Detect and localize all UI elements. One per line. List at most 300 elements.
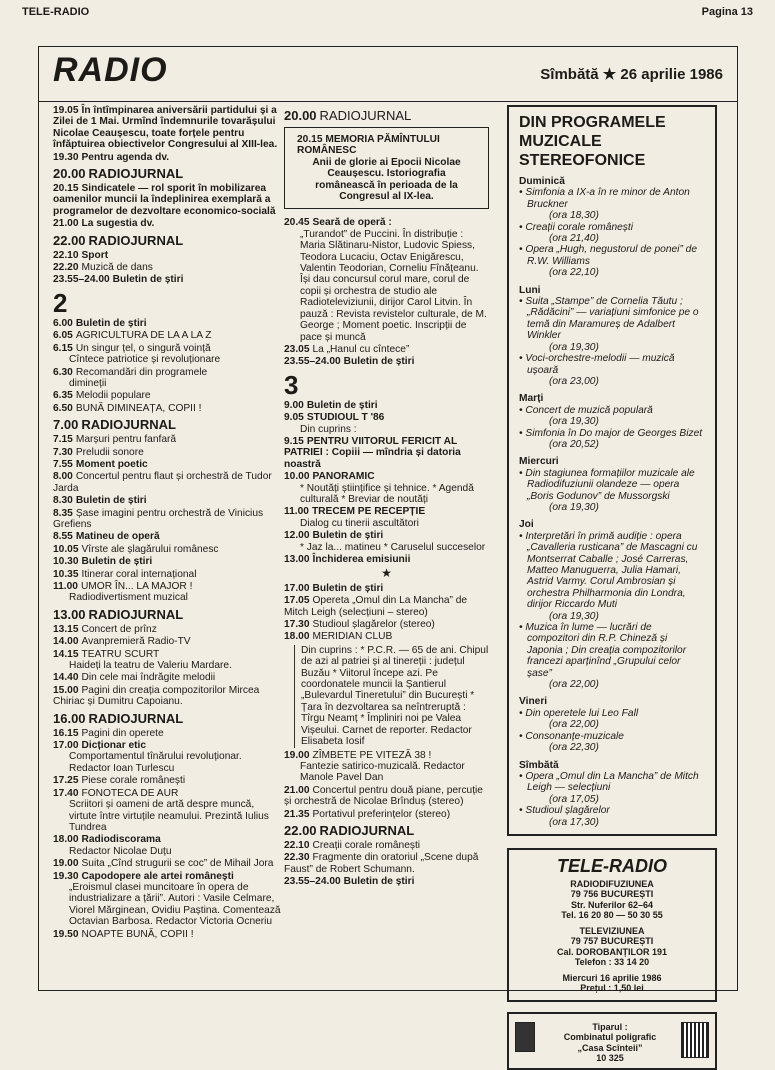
schedule-entry (53, 740, 281, 774)
stereo-programs-box (507, 105, 717, 836)
schedule-entry (53, 728, 281, 739)
schedule-block (284, 750, 489, 888)
entry-title: Concert de prînz (81, 623, 157, 635)
schedule-entry (53, 649, 281, 672)
schedule-entry (53, 367, 281, 390)
entry-title: PANORAMIC (312, 471, 375, 483)
imprint-line: TELEVIZIUNEA (579, 925, 645, 936)
entry-title: Sindicatele — rol sporit în mobilizarea oamenilor muncii la îndeplinirea exemplară a programelor de dezvoltare economico-socială (53, 183, 276, 217)
masthead (39, 47, 737, 102)
entry-time: 9.05 (284, 412, 304, 424)
entry-time: 6.50 (53, 402, 73, 414)
entry-title: Capodopere ale artei românești (81, 870, 234, 882)
schedule-entry (53, 262, 281, 273)
entry-title: La sugestia dv. (81, 218, 155, 230)
entry-title: Concertul pentru flaut și orchestră de Tudor Jarda (53, 471, 272, 494)
section-label: TELE-RADIO (22, 6, 90, 18)
entry-time: 23.55–24.00 (284, 876, 341, 888)
entry-time: 19.00 (284, 749, 310, 761)
stereo-item-time: (ora 18,30) (549, 210, 599, 222)
entry-title: Studioul șlagărelor (stereo) (312, 619, 435, 631)
schedule-block (284, 583, 489, 643)
column-1 (53, 105, 281, 941)
schedule-entry (53, 775, 281, 786)
schedule-entry (284, 506, 489, 529)
entry-title: RADIOJURNAL (88, 710, 184, 726)
stereo-item (519, 428, 705, 451)
page-title: RADIO (53, 51, 168, 89)
entry-title: Buletin de știri (312, 582, 384, 594)
entry-title: Melodii populare (75, 390, 151, 402)
entry-title: Închiderea emisiunii (312, 554, 411, 565)
schedule-entry (284, 876, 489, 887)
entry-title: UMOR ÎN... LA MAJOR ! (80, 581, 193, 592)
schedule-entry (53, 459, 281, 470)
entry-detail: * Noutăți științifice și tehnice. * Agendă culturală * Breviar de noutăți (300, 482, 474, 505)
entry-title: Buletin de știri (81, 556, 153, 568)
entry-detail: Comportamentul tînărului revoluționar. Redactor Ioan Turlescu (69, 751, 242, 774)
imprint-line: 79 756 BUCUREȘTI (570, 889, 654, 900)
schedule-entry (53, 685, 281, 708)
entry-time: 17.05 (284, 595, 310, 607)
page-number: Pagina 13 (701, 6, 753, 18)
entry-time: 19.30 (53, 151, 79, 163)
imprint-line: 10 325 (596, 1053, 624, 1064)
imprint-radio (517, 879, 707, 921)
schedule-entry (53, 250, 281, 261)
entry-title: ZÎMBETE PE VITEZĂ 38 ! (312, 749, 432, 761)
stereo-item-time: (ora 23,00) (549, 375, 599, 387)
entry-title: Recomandări din programele (75, 366, 208, 378)
stereo-item (519, 353, 705, 387)
entry-time: 14.15 (53, 648, 79, 660)
imprint-line: Cal. DOROBANȚILOR 191 (556, 946, 668, 957)
printer-logo-icon (515, 1022, 535, 1052)
entry-title: Buletin de știri (343, 356, 415, 368)
schedule-entry (284, 785, 489, 808)
imprint-box (507, 848, 717, 1002)
imprint-line: Tel. 16 20 80 — 50 30 55 (561, 910, 663, 921)
schedule-entry (53, 471, 281, 494)
schedule-entry (284, 344, 489, 355)
feature-box: 20.15 MEMORIA PĂMÎNTULUI ROMÂNESC Anii de glorie ai Epocii Nicolae Ceaușescu. Istoriografia românească în perioada de la Congresul al IX-lea. (284, 127, 489, 209)
entry-title: STUDIOUL T '86 (306, 412, 385, 424)
schedule-entry (284, 530, 489, 553)
stereo-day-heading: Duminică (519, 176, 565, 187)
entry-time: 23.55–24.00 (53, 274, 110, 286)
schedule-entry (284, 554, 489, 565)
entry-time: 22.00 (284, 822, 317, 838)
schedule-entry (53, 447, 281, 458)
entry-title: Opereta „Omul din La Mancha” de Mitch Leigh (selecțiuni – stereo) (284, 595, 468, 618)
entry-detail: Haideți la teatru de Valeriu Mardare. (69, 660, 232, 672)
entry-time: 19.30 (53, 870, 79, 882)
schedule-entry (53, 495, 281, 506)
stereo-item (519, 405, 705, 428)
feature-body: Anii de glorie ai Epocii Nicolae Ceaușescu. Istoriografia românească în perioada de la Congresul al IX-lea. (312, 156, 461, 203)
stereo-item-time: (ora 22,00) (549, 679, 599, 691)
imprint-title: TELE-RADIO (557, 855, 667, 876)
stereo-item-time: (ora 17,30) (549, 816, 599, 828)
schedule-entry (284, 840, 489, 851)
stereo-item-text: • Creații corale românești (519, 221, 633, 233)
schedule-entry (53, 330, 281, 341)
schedule-entry (53, 636, 281, 647)
entry-title: Radiodiscorama (81, 834, 161, 846)
page-frame (38, 46, 738, 1064)
entry-time: 20.45 (284, 217, 310, 229)
entry-time: 17.40 (53, 787, 79, 799)
entry-time: 21.35 (284, 808, 310, 820)
stereo-item-time: (ora 21,40) (549, 233, 599, 245)
entry-time: 12.00 (284, 530, 310, 542)
schedule-entry (284, 809, 489, 820)
entry-time: 14.00 (53, 636, 79, 648)
stereo-item-time: (ora 19,30) (549, 501, 599, 513)
page-date: Sîmbătă ★ 26 aprilie 1986 (540, 66, 723, 83)
schedule-entry (284, 356, 489, 367)
entry-title: Buletin de știri (312, 530, 384, 542)
stereo-item-text: • Simfonia în Do major de Georges Bizet (519, 427, 703, 439)
entry-time: 17.00 (53, 740, 79, 752)
schedule-entry (53, 183, 281, 217)
entry-title: Dicționar etic (81, 740, 147, 752)
entry-title: Piese corale românești (81, 775, 186, 787)
stereo-item-time: (ora 22,10) (549, 267, 599, 279)
schedule-block (284, 400, 489, 566)
schedule-block (53, 105, 281, 230)
imprint-line: Tiparul : (592, 1021, 628, 1032)
entry-title: Pagini din creația compozitorilor Mircea Chiriac și Dumitru Capoianu. (53, 684, 260, 708)
entry-detail: Fantezie satirico-muzicală. Redactor Manole Pavel Dan (300, 760, 465, 784)
entry-title: TEATRU SCURT (81, 648, 160, 660)
entry-title: Matineu de operă (75, 531, 160, 543)
running-header (22, 6, 753, 22)
entry-title: Buletin de știri (112, 274, 184, 286)
entry-time: 8.00 (53, 471, 73, 483)
entry-time: 18.00 (284, 631, 310, 643)
stereo-title: DIN PROGRAMELE MUZICALE STEREOFONICE (519, 114, 666, 169)
entry-time: 9.00 (284, 399, 304, 411)
stereo-item-time: (ora 19,30) (549, 610, 599, 622)
entry-time: 23.55–24.00 (284, 356, 341, 368)
stereo-item-text: • Opera „Omul din La Mancha” de Mitch Leigh — selecțiuni (519, 770, 699, 794)
entry-title: Moment poetic (75, 458, 148, 470)
entry-time: 10.00 (284, 471, 310, 483)
stereo-days (519, 176, 705, 828)
schedule-entry (284, 823, 489, 838)
schedule-entry (53, 871, 281, 928)
entry-title: Muzică de dans (81, 262, 153, 274)
schedule-entry (53, 569, 281, 580)
imprint-line: RADIODIFUZIUNEA (570, 878, 654, 889)
entry-time: 7.15 (53, 434, 73, 446)
entry-title: RADIOJURNAL (319, 822, 415, 838)
stereo-item-time: (ora 22,00) (549, 719, 599, 731)
entry-time: 6.00 (53, 317, 73, 329)
stereo-day-heading: Joi (519, 519, 534, 531)
entry-title: RADIOJURNAL (81, 417, 176, 433)
entry-time: 17.30 (284, 619, 310, 631)
entry-title: Buletin de știri (306, 399, 378, 411)
schedule-entry (53, 624, 281, 635)
entry-time: 9.15 (284, 435, 304, 447)
entry-time: 20.15 (53, 183, 79, 195)
entry-title: Creații corale românești (312, 839, 421, 851)
stereo-item-time: (ora 19,30) (549, 341, 599, 353)
entry-title: Seară de operă : (312, 217, 392, 229)
entry-title: PENTRU VIITORUL FERICIT AL PATRIEI : Copiii — mîndria și datoria noastră (284, 435, 461, 470)
schedule-entry (53, 929, 281, 940)
entry-detail: Cîntece patriotice și revoluționare (69, 354, 221, 366)
schedule-entry (53, 343, 281, 366)
entry-time: 15.00 (53, 684, 79, 696)
schedule-entry (53, 531, 281, 542)
entry-time: 6.35 (53, 390, 73, 402)
entry-title: RADIOJURNAL (88, 606, 184, 622)
printer-text (545, 1022, 675, 1064)
entry-title: Avanpremieră Radio-TV (81, 636, 191, 648)
imprint-line: Str. Nuferilor 62–64 (570, 899, 654, 910)
schedule-entry (284, 852, 489, 875)
entry-title: AGRICULTURA DE LA A LA Z (75, 330, 212, 342)
schedule-entry (284, 471, 489, 505)
schedule-block (53, 233, 281, 286)
entry-title: Șase imagini pentru orchestră de Vinicius Grefiens (53, 507, 264, 530)
entry-time: 19.05 (53, 105, 79, 116)
entry-time: 8.35 (53, 507, 73, 519)
entry-title: FONOTECA DE AUR (81, 787, 179, 799)
entry-title: Un singur țel, o singură voință (75, 342, 211, 354)
stereo-item-text: • Concert de muzică populară (519, 404, 653, 416)
schedule-entry (284, 217, 489, 342)
schedule-entry (284, 400, 489, 411)
stereo-item (519, 296, 705, 353)
entry-title: Buletin de știri (75, 317, 147, 329)
stereo-item-text: • Opera „Hugh, negustorul de ponei” de R.W. Williams (519, 244, 697, 267)
day-heading: 2 (53, 287, 68, 318)
imprint-line: Telefon : 33 14 20 (574, 957, 650, 968)
schedule-entry (284, 750, 489, 784)
stereo-item-text: • Din stagiunea formațiilor muzicale ale Radiodifuziunii olandeze — opera „Boris Godunov” de Mussorgski (519, 467, 695, 502)
entry-time: 21.00 (53, 218, 79, 230)
entry-detail: Scriitori și oameni de artă despre muncă, virtute între virtuțile neamului. Prezintă Iulius Tundrea (69, 799, 269, 833)
entry-title: Din cele mai îndrăgite melodii (81, 672, 216, 684)
entry-title: MERIDIAN CLUB (312, 631, 393, 643)
schedule-entry (53, 711, 281, 726)
stereo-day-heading: Marți (519, 393, 544, 405)
entry-detail: Redactor Nicolae Duțu (69, 845, 172, 857)
entry-time: 6.30 (53, 366, 73, 378)
entry-time: 8.55 (53, 531, 73, 543)
entry-time: 10.05 (53, 543, 79, 555)
entry-time: 17.00 (284, 582, 310, 594)
entry-title: Fragmente din oratoriul „Scene după Faust” de Robert Schumann. (284, 852, 479, 875)
printer-box (507, 1012, 717, 1070)
entry-title: RADIOJURNAL (88, 166, 184, 182)
schedule-entry (53, 858, 281, 869)
meridian-contents: Din cuprins : * P.C.R. — 65 de ani. Chipul de azi al patriei și al tinereții : județul Buzău * Viitorul începe azi. Pe coordonatele muncii la Șantierul „Bulevardul Tineretului” din București * Țara în dezvoltarea sa neîntreruptă : Tîrgu Neamț * Împliniri noi pe Valea Vișeului. Carnet de reporter. Redactor Elisabeta Iosif (294, 645, 489, 748)
entry-title: TRECEM PE RECEPȚIE (311, 506, 426, 518)
entry-detail: dimineții (69, 377, 107, 389)
stereo-item-time: (ora 22,30) (549, 742, 599, 754)
schedule-entry (284, 436, 489, 470)
entry-time: 16.00 (53, 710, 86, 726)
entry-title: Marșuri pentru fanfară (75, 434, 177, 446)
entry-time: 13.00 (53, 606, 86, 622)
schedule-entry (284, 595, 489, 618)
stereo-item (519, 187, 705, 221)
stereo-day-heading: Vineri (519, 696, 548, 708)
entry-title: Vîrste ale șlagărului românesc (81, 543, 219, 555)
schedule-entry (53, 834, 281, 857)
imprint-issue: Miercuri 16 aprilie 1986 (562, 972, 662, 983)
entry-time: 14.40 (53, 672, 79, 684)
imprint-tv (517, 926, 707, 968)
stereo-item-text: • Consonanțe-muzicale (519, 730, 624, 742)
entry-time: 8.30 (53, 495, 73, 507)
schedule-entry (53, 105, 281, 151)
stereo-item-text: • Suita „Stampe” de Cornelia Tăutu ; „Rădăcini” — variațiuni simfonice pe o temă din Maramureș de Adalbert Winkler (519, 296, 699, 342)
stereo-item-text: • Studioul șlagărelor (519, 805, 610, 817)
stereo-item-time: (ora 20,52) (549, 438, 599, 450)
stereo-day-heading: Sîmbătă (519, 759, 559, 771)
stereo-item-text: • Interpretări în primă audiție : opera „Cavalleria rusticana” de Mascagni cu Montserrat Caballe ; José Carreras, Matteo Manuguerra, Julia Hamari, Astrid Varmy. Corul Ambrosian și orchestra Philharmonia din Londra, dirijor Riccardo Muti (519, 530, 698, 611)
column-3 (507, 105, 717, 1070)
entry-time: 22.30 (284, 852, 310, 864)
stereo-item-text: • Din operetele lui Leo Fall (519, 707, 639, 719)
schedule-entry (53, 672, 281, 683)
entry-detail: „Turandot” de Puccini. În distribuție : Maria Slătinaru-Nistor, Ludovic Spiess, Teodora Lucaciu, Octav Enigărescu, Valentin Teodorian, Corneliu Fînățeanu. Își dau concursul corul mare, corul de copii și orchestra de studio ale Radioteleviziunii, dirijor Carol Litvin. În pauză : Revista revistelor culturale, de M. George ; Moment poetic. Inscripții de pace și muncă (300, 228, 487, 343)
schedule-entry (53, 434, 281, 445)
star-separator: ★ (381, 566, 392, 581)
schedule-entry (53, 152, 281, 163)
entry-time: 22.10 (284, 839, 310, 851)
entry-time: 7.55 (53, 458, 73, 470)
entry-detail: Dialog cu tinerii ascultători (300, 517, 419, 529)
schedule-entry (53, 607, 281, 622)
entry-time: 17.25 (53, 775, 79, 787)
stereo-item-text: • Simfonia a IX-a în re minor de Anton Bruckner (519, 187, 690, 210)
entry-time: 16.15 (53, 727, 79, 739)
entry-time: 10.30 (53, 556, 79, 568)
entry-detail: Radiodivertisment muzical (69, 592, 188, 604)
entry-title: Portativul preferințelor (stereo) (312, 808, 451, 820)
entry-title: Pagini din operete (81, 727, 164, 739)
entry-title: NOAPTE BUNĂ, COPII ! (81, 928, 194, 940)
entry-title: Suita „Cînd strugurii se coc” de Mihail Jora (81, 858, 274, 870)
schedule-entry (284, 631, 489, 642)
schedule-entry (53, 274, 281, 285)
entry-title: Sport (81, 249, 109, 261)
schedule-entry (53, 233, 281, 248)
entry-title: RADIOJURNAL (88, 232, 184, 248)
entry-time: 23.05 (284, 343, 310, 355)
entry-time: 19.00 (53, 858, 79, 870)
stereo-item-time: (ora 17,05) (549, 793, 599, 805)
stereo-item-text: • Voci-orchestre-melodii — muzică ușoară (519, 353, 675, 376)
entry-time: 21.00 (284, 784, 310, 796)
entry-time: 11.00 (53, 581, 78, 592)
column-2 (284, 105, 489, 889)
imprint-line: „Casa Scînteii” (577, 1042, 643, 1053)
schedule-entry (53, 581, 281, 604)
schedule-entry (53, 788, 281, 834)
stereo-item (519, 222, 705, 245)
entry-time: 22.00 (53, 232, 86, 248)
entry-detail: * Jaz la... matineu * Caruselul succeselor (300, 541, 486, 553)
schedule-entry (53, 218, 281, 229)
imprint-line: 79 757 BUCUREȘTI (570, 936, 654, 947)
entry-time: 7.30 (53, 446, 73, 458)
entry-detail: Din cuprins : (300, 423, 357, 435)
entry-time: 7.00 (53, 417, 79, 433)
entry-time: 20.00 (53, 166, 86, 182)
entry-time: 6.05 (53, 330, 73, 342)
stereo-item-time: (ora 19,30) (549, 416, 599, 428)
day-heading: 3 (284, 369, 299, 400)
stereo-item (519, 731, 705, 754)
schedule-entry (53, 318, 281, 329)
stereo-day-heading: Luni (519, 284, 541, 296)
entry-title: Itinerar coral internațional (81, 568, 197, 580)
schedule-entry (53, 403, 281, 414)
schedule-entry (53, 390, 281, 401)
stereo-item (519, 805, 705, 828)
imprint-line: Combinatul poligrafic (563, 1032, 657, 1043)
entry-time: 22.20 (53, 262, 79, 274)
entry-title: Preludii sonore (75, 446, 144, 458)
schedule-entry: 20.00 RADIOJURNAL (284, 108, 412, 123)
schedule-entry (284, 412, 489, 435)
stereo-item-text: • Muzica în lume — lucrări de compozitori din R.P. Chineză și Japonia ; Din creația compozitorilor francezi aparținînd „Grupului celor șase” (519, 622, 687, 679)
barcode-icon (681, 1022, 709, 1058)
schedule-entry (53, 417, 281, 432)
schedule-entry (53, 508, 281, 531)
stereo-item (519, 771, 705, 805)
entry-time: 22.10 (53, 249, 79, 261)
entry-detail: „Eroismul clasei muncitoare în opera de industrializare a țării”. Autori : Vasile Celmare, Viorel Mărginean, Ovidiu Paștina. Comentează Octavian Barbosa. Redactor Victoria Ocneriu (69, 881, 281, 928)
schedule-block (53, 318, 281, 940)
entry-time: 13.00 (284, 554, 310, 565)
entry-time: 19.50 (53, 928, 79, 940)
stereo-item (519, 708, 705, 731)
entry-time: 13.15 (53, 623, 79, 635)
stereo-item (519, 531, 705, 622)
stereo-item (519, 468, 705, 514)
schedule-entry (284, 619, 489, 630)
schedule-entry (53, 544, 281, 555)
entry-time: 18.00 (53, 834, 79, 846)
schedule-entry (53, 166, 281, 181)
entry-title: Buletin de știri (343, 876, 415, 888)
entry-title: În întîmpinarea aniversării partidului și a Zilei de 1 Mai. Urmînd îndemnurile tovarășului Nicolae Ceaușescu, toate forțele pentru înfăptuirea obiectivelor Congresului al XIII-lea. (53, 105, 278, 151)
schedule-entry (284, 583, 489, 594)
stereo-item (519, 622, 705, 690)
entry-title: Buletin de știri (75, 495, 147, 507)
entry-time: 6.15 (53, 342, 73, 354)
stereo-day-heading: Miercuri (519, 456, 559, 468)
entry-time: 10.35 (53, 568, 79, 580)
schedule-entry (53, 556, 281, 567)
entry-title: Pentru agenda dv. (81, 151, 170, 163)
schedule-block (284, 217, 489, 367)
entry-time: 11.00 (284, 506, 309, 518)
entry-title: Concertul pentru două piane, percuție și orchestră de Nicolae Brînduș (stereo) (284, 784, 483, 808)
entry-title: La „Hanul cu cîntece” (312, 343, 410, 355)
stereo-item (519, 244, 705, 278)
imprint-price: Prețul : 1,50 lei (580, 983, 644, 994)
